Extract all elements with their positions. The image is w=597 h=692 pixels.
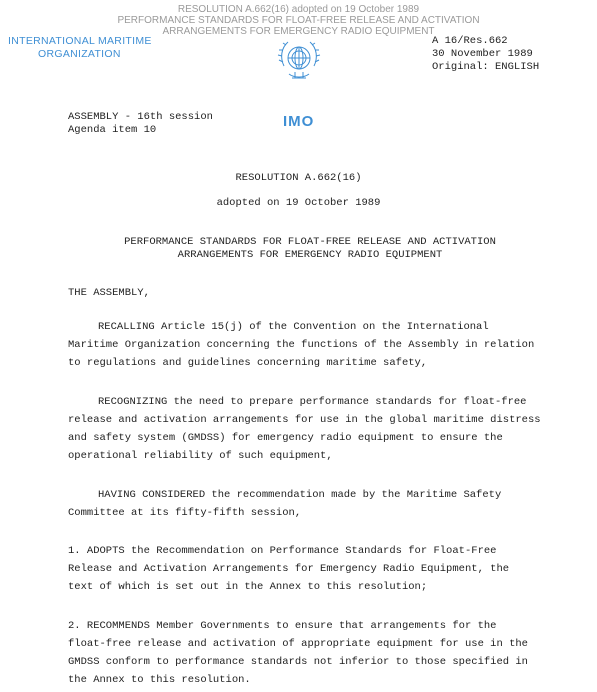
title-line-1: PERFORMANCE STANDARDS FOR FLOAT-FREE RELEASE AND ACTIVATION (124, 236, 496, 248)
paragraph-having-considered (68, 486, 501, 522)
doc-original-language: Original: ENGLISH (432, 61, 540, 73)
title-line-2: ARRANGEMENTS FOR EMERGENCY RADIO EQUIPMENT (177, 249, 443, 261)
header-line-3: ARRANGEMENTS FOR EMERGENCY RADIO EQUIPMENT (162, 26, 435, 37)
agenda-label: Agenda item 10 (68, 124, 157, 136)
text-line: to regulations and guidelines concerning maritime safety, (68, 357, 428, 369)
the-assembly: THE ASSEMBLY, (68, 287, 150, 299)
text-line: float-free release and activation of appropriate equipment for use in the (68, 638, 528, 650)
text-line: Release and Activation Arrangements for Emergency Radio Equipment, the (68, 563, 510, 575)
text-line: 2. RECOMMENDS Member Governments to ensure that arrangements for the (68, 620, 497, 632)
header-line-2: PERFORMANCE STANDARDS FOR FLOAT-FREE RELEASE AND ACTIVATION (117, 15, 480, 26)
paragraph-recalling (68, 318, 534, 372)
text-line: text of which is set out in the Annex to this resolution; (68, 581, 428, 593)
adopted-date: adopted on 19 October 1989 (216, 197, 381, 209)
text-line: GMDSS conform to performance standards not inferior to those specified in (68, 656, 528, 668)
imo-mark: IMO (283, 113, 315, 130)
paragraph-recommends (68, 617, 528, 689)
text-line: RECALLING Article 15(j) of the Convention on the International (98, 321, 489, 333)
text-line: release and activation arrangements for use in the global maritime distress (68, 414, 541, 426)
text-line: Maritime Organization concerning the functions of the Assembly in relation (68, 339, 535, 351)
resolution-number: RESOLUTION A.662(16) (235, 172, 362, 184)
text-line: Committee at its fifty-fifth session, (68, 507, 302, 519)
text-line: and safety system (GMDSS) for emergency radio equipment to ensure the (68, 432, 503, 444)
paragraph-adopts (68, 542, 509, 596)
text-line: operational reliability of such equipment, (68, 450, 333, 462)
org-name-line-2: ORGANIZATION (38, 48, 121, 60)
text-line: 1. ADOPTS the Recommendation on Performance Standards for Float-Free (68, 545, 497, 557)
imo-emblem-icon (272, 36, 326, 84)
text-line: HAVING CONSIDERED the recommendation made by the Maritime Safety (98, 489, 502, 501)
header-line-1: RESOLUTION A.662(16) adopted on 19 October 1989 (177, 4, 420, 15)
text-line: RECOGNIZING the need to prepare performance standards for float-free (98, 396, 527, 408)
session-label: ASSEMBLY - 16th session (68, 111, 213, 123)
doc-reference: A 16/Res.662 (432, 35, 508, 47)
doc-date: 30 November 1989 (432, 48, 533, 60)
paragraph-recognizing (68, 393, 541, 465)
org-name-line-1: INTERNATIONAL MARITIME (8, 35, 152, 47)
text-line: the Annex to this resolution. (68, 674, 251, 686)
